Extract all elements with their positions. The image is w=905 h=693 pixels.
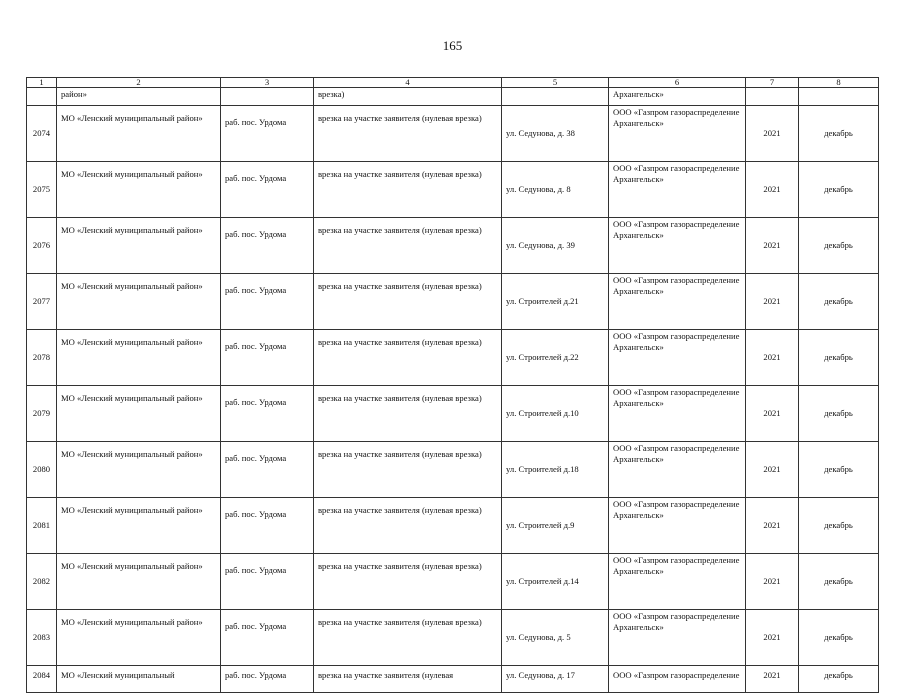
- cell-work: врезка на участке заявителя (нулевая врезка): [314, 162, 502, 218]
- cell-municipality: МО «Ленский муниципальный: [57, 666, 221, 693]
- cell-number: 2081: [27, 498, 57, 554]
- cell-address: [502, 88, 609, 106]
- cell-work: врезка на участке заявителя (нулевая врезка): [314, 554, 502, 610]
- cell-number: [27, 88, 57, 106]
- cell-address: ул. Седунова, д. 5: [502, 610, 609, 666]
- table-row: [27, 386, 879, 442]
- cell-number: 2084: [27, 666, 57, 693]
- table-row: [27, 498, 879, 554]
- cell-settlement: раб. пос. Урдома: [221, 106, 314, 162]
- cell-settlement: раб. пос. Урдома: [221, 162, 314, 218]
- cell-year: [746, 88, 799, 106]
- cell-municipality: МО «Ленский муниципальный район»: [57, 106, 221, 162]
- cell-settlement: раб. пос. Урдома: [221, 498, 314, 554]
- cell-settlement: раб. пос. Урдома: [221, 218, 314, 274]
- cell-settlement: [221, 88, 314, 106]
- cell-year: 2021: [746, 554, 799, 610]
- cell-number: 2079: [27, 386, 57, 442]
- cell-work: врезка на участке заявителя (нулевая врезка): [314, 498, 502, 554]
- table-row: [27, 554, 879, 610]
- cell-work: врезка): [314, 88, 502, 106]
- cell-month: декабрь: [799, 666, 879, 693]
- cell-settlement: раб. пос. Урдома: [221, 386, 314, 442]
- cell-organization: ООО «Газпром газораспределение Архангельск»: [609, 106, 746, 162]
- cell-address: ул. Седунова, д. 39: [502, 218, 609, 274]
- cell-organization: ООО «Газпром газораспределение: [609, 666, 746, 693]
- cell-address: ул. Строителей д.18: [502, 442, 609, 498]
- cell-organization: ООО «Газпром газораспределение Архангельск»: [609, 162, 746, 218]
- cell-month: декабрь: [799, 610, 879, 666]
- cell-organization: ООО «Газпром газораспределение Архангельск»: [609, 610, 746, 666]
- column-header: 8: [799, 78, 879, 88]
- column-header: 5: [502, 78, 609, 88]
- cell-municipality: МО «Ленский муниципальный район»: [57, 386, 221, 442]
- cell-address: ул. Строителей д.22: [502, 330, 609, 386]
- cell-municipality: МО «Ленский муниципальный район»: [57, 274, 221, 330]
- page-number: 165: [442, 38, 463, 53]
- cell-work: врезка на участке заявителя (нулевая врезка): [314, 106, 502, 162]
- cell-address: ул. Строителей д.21: [502, 274, 609, 330]
- cell-organization: ООО «Газпром газораспределение Архангельск»: [609, 442, 746, 498]
- cell-year: 2021: [746, 386, 799, 442]
- cell-organization: ООО «Газпром газораспределение Архангельск»: [609, 330, 746, 386]
- cell-municipality: МО «Ленский муниципальный район»: [57, 442, 221, 498]
- cell-organization: ООО «Газпром газораспределение Архангельск»: [609, 386, 746, 442]
- cell-year: 2021: [746, 162, 799, 218]
- table-row: [27, 162, 879, 218]
- cell-month: декабрь: [799, 218, 879, 274]
- table-row: [27, 218, 879, 274]
- cell-work: врезка на участке заявителя (нулевая врезка): [314, 330, 502, 386]
- cell-number: 2078: [27, 330, 57, 386]
- cell-year: 2021: [746, 498, 799, 554]
- cell-work: врезка на участке заявителя (нулевая врезка): [314, 218, 502, 274]
- cell-month: декабрь: [799, 106, 879, 162]
- cell-work: врезка на участке заявителя (нулевая врезка): [314, 610, 502, 666]
- cell-month: декабрь: [799, 162, 879, 218]
- cell-month: декабрь: [799, 554, 879, 610]
- continuation-row: [27, 88, 879, 106]
- column-header: 2: [57, 78, 221, 88]
- table-row: [27, 442, 879, 498]
- cell-year: 2021: [746, 274, 799, 330]
- cell-settlement: раб. пос. Урдома: [221, 274, 314, 330]
- cell-settlement: раб. пос. Урдома: [221, 330, 314, 386]
- table-row: [27, 274, 879, 330]
- cell-work: врезка на участке заявителя (нулевая: [314, 666, 502, 693]
- cell-month: декабрь: [799, 330, 879, 386]
- cell-municipality: МО «Ленский муниципальный район»: [57, 162, 221, 218]
- cell-address: ул. Строителей д.14: [502, 554, 609, 610]
- cell-address: ул. Седунова, д. 38: [502, 106, 609, 162]
- column-header: 6: [609, 78, 746, 88]
- cell-municipality: МО «Ленский муниципальный район»: [57, 498, 221, 554]
- column-header: 4: [314, 78, 502, 88]
- cell-settlement: раб. пос. Урдома: [221, 666, 314, 693]
- column-header: 3: [221, 78, 314, 88]
- cell-organization: ООО «Газпром газораспределение Архангельск»: [609, 554, 746, 610]
- cell-year: 2021: [746, 218, 799, 274]
- cell-municipality: МО «Ленский муниципальный район»: [57, 218, 221, 274]
- cell-number: 2083: [27, 610, 57, 666]
- cell-number: 2082: [27, 554, 57, 610]
- cell-organization: ООО «Газпром газораспределение Архангельск»: [609, 274, 746, 330]
- cell-number: 2080: [27, 442, 57, 498]
- cell-municipality: МО «Ленский муниципальный район»: [57, 554, 221, 610]
- cell-number: 2076: [27, 218, 57, 274]
- cell-year: 2021: [746, 106, 799, 162]
- cell-address: ул. Седунова, д. 8: [502, 162, 609, 218]
- cell-month: декабрь: [799, 498, 879, 554]
- cell-municipality: район»: [57, 88, 221, 106]
- header-row: [27, 78, 879, 88]
- table-row: [27, 610, 879, 666]
- cell-organization: ООО «Газпром газораспределение Архангельск»: [609, 498, 746, 554]
- table-row: [27, 106, 879, 162]
- cell-organization: ООО «Газпром газораспределение Архангельск»: [609, 218, 746, 274]
- cell-year: 2021: [746, 442, 799, 498]
- cell-month: декабрь: [799, 386, 879, 442]
- cell-settlement: раб. пос. Урдома: [221, 554, 314, 610]
- cell-municipality: МО «Ленский муниципальный район»: [57, 610, 221, 666]
- cell-organization: Архангельск»: [609, 88, 746, 106]
- cell-address: ул. Строителей д.10: [502, 386, 609, 442]
- cell-settlement: раб. пос. Урдома: [221, 610, 314, 666]
- cell-number: 2074: [27, 106, 57, 162]
- cell-settlement: раб. пос. Урдома: [221, 442, 314, 498]
- cell-month: [799, 88, 879, 106]
- cell-municipality: МО «Ленский муниципальный район»: [57, 330, 221, 386]
- column-header: 1: [27, 78, 57, 88]
- cell-month: декабрь: [799, 442, 879, 498]
- cell-number: 2075: [27, 162, 57, 218]
- cell-month: декабрь: [799, 274, 879, 330]
- cell-work: врезка на участке заявителя (нулевая врезка): [314, 386, 502, 442]
- cell-work: врезка на участке заявителя (нулевая врезка): [314, 442, 502, 498]
- data-table: [26, 77, 879, 693]
- table-row: [27, 666, 879, 693]
- cell-work: врезка на участке заявителя (нулевая врезка): [314, 274, 502, 330]
- column-header: 7: [746, 78, 799, 88]
- cell-year: 2021: [746, 330, 799, 386]
- cell-year: 2021: [746, 666, 799, 693]
- cell-number: 2077: [27, 274, 57, 330]
- cell-year: 2021: [746, 610, 799, 666]
- table-row: [27, 330, 879, 386]
- cell-address: ул. Седунова, д. 17: [502, 666, 609, 693]
- cell-address: ул. Строителей д.9: [502, 498, 609, 554]
